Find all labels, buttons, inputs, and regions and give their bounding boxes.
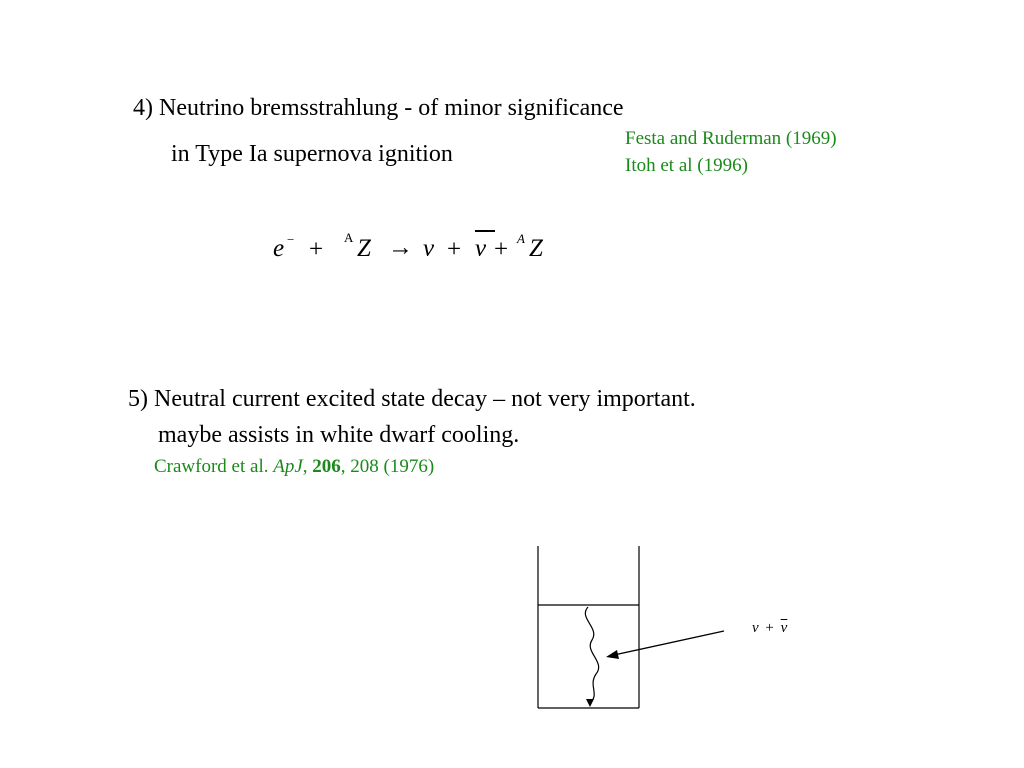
emission-pointer-line — [614, 631, 724, 655]
eq-mass-number-right: A — [517, 231, 525, 246]
label-plus: + — [765, 620, 774, 636]
ref-crawford-rest: , 208 (1976) — [340, 456, 435, 477]
eq-plus-1: + — [309, 236, 324, 263]
emission-pointer-arrowhead — [606, 650, 619, 659]
ref-festa-ruderman: Festa and Ruderman (1969) — [625, 128, 837, 149]
ref-crawford-authors: Crawford et al. — [154, 456, 269, 477]
section4-heading: 4) Neutrino bremsstrahlung - of minor significance — [133, 95, 624, 121]
ref-crawford-journal: ApJ — [273, 456, 303, 477]
decay-arrowhead — [586, 699, 594, 707]
ref-itoh: Itoh et al (1996) — [625, 155, 748, 176]
eq-electron-charge: − — [287, 232, 295, 247]
diagram-label — [752, 620, 787, 637]
eq-mass-number-left: A — [344, 230, 354, 245]
label-antineutrino: $\overline{\nu}$ — [780, 620, 788, 636]
eq-nucleus-left: Z — [357, 235, 371, 262]
section4-subheading: in Type Ia supernova ignition — [171, 141, 453, 167]
label-neutrino: ν — [752, 620, 759, 636]
section5-subheading: maybe assists in white dwarf cooling. — [158, 422, 520, 448]
eq-plus-2: + — [447, 236, 462, 263]
ref-crawford-volume: 206 — [312, 456, 341, 477]
eq-arrow: → — [388, 234, 413, 261]
eq-neutrino: ν — [423, 235, 435, 262]
eq-antineutrino: ν — [475, 235, 487, 262]
decay-wavy-line — [585, 607, 598, 703]
eq-electron: e — [273, 235, 285, 262]
ref-crawford-sep: , — [302, 456, 308, 477]
section5-heading: 5) Neutral current excited state decay – not very important. — [128, 386, 696, 412]
eq-plus-3: + — [494, 236, 509, 263]
eq-nucleus-right: Z — [529, 235, 543, 262]
